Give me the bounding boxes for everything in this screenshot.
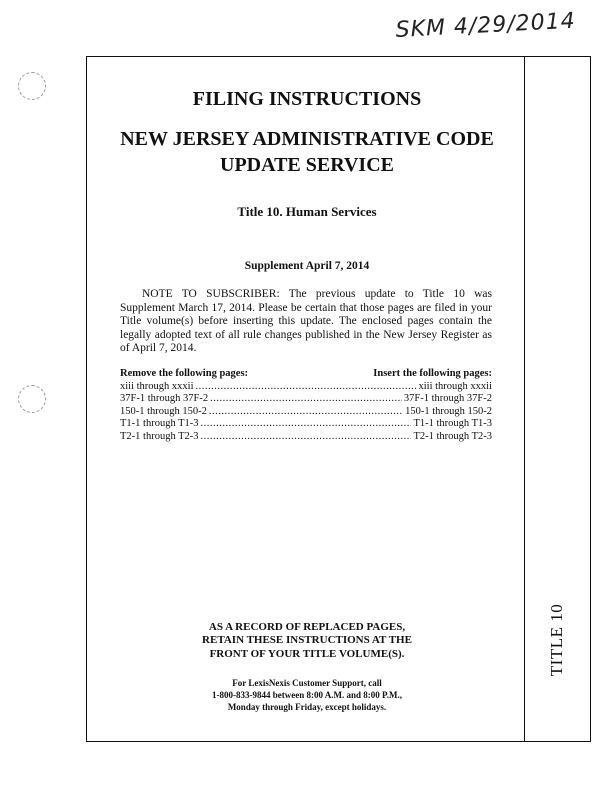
- insert-range: xiii through xxxii: [418, 380, 492, 392]
- page-row: [120, 381, 492, 394]
- insert-range: 37F-1 through 37F-2: [403, 393, 492, 404]
- handwritten-note: SKM 4/29/2014: [395, 8, 577, 43]
- page-row: [120, 406, 492, 419]
- subtitle-line: UPDATE SERVICE: [220, 154, 394, 176]
- insert-range: T2-1 through T2-3: [413, 430, 492, 442]
- support-line: 1-800-833-9844 between 8:00 A.M. and 8:00 P.M.,: [212, 689, 402, 700]
- subtitle-line: NEW JERSEY ADMINISTRATIVE CODE: [120, 128, 494, 150]
- remove-range: 37F-1 through 37F-2: [120, 393, 209, 404]
- customer-support: [112, 678, 502, 713]
- remove-range: T1-1 through T1-3: [120, 418, 199, 429]
- page-list: [120, 368, 492, 443]
- page-subtitle: [112, 126, 502, 178]
- record-line: AS A RECORD OF REPLACED PAGES,: [208, 621, 406, 633]
- page-list-header: [120, 368, 492, 381]
- supplement-date: Supplement April 7, 2014: [244, 260, 370, 272]
- punch-hole-top: [18, 72, 46, 100]
- dot-leader: [209, 406, 403, 419]
- page-row: [120, 431, 492, 444]
- remove-range: 150-1 through 150-2: [120, 405, 207, 417]
- record-line: FRONT OF YOUR TITLE VOLUME(S).: [209, 647, 405, 660]
- dot-leader: [210, 393, 402, 406]
- remove-header: Remove the following pages:: [120, 368, 249, 379]
- dot-leader: [201, 418, 412, 431]
- remove-range: xiii through xxxii: [120, 380, 194, 392]
- record-line: RETAIN THESE INSTRUCTIONS AT THE: [202, 634, 412, 647]
- remove-range: T2-1 through T2-3: [120, 430, 199, 442]
- insert-range: T1-1 through T1-3: [413, 418, 492, 429]
- page-row: [120, 418, 492, 431]
- title-tab-label: TITLE 10: [547, 603, 566, 677]
- support-line: For LexisNexis Customer Support, call: [232, 678, 382, 688]
- record-instructions: [112, 621, 502, 661]
- title-subject: Title 10. Human Services: [237, 204, 377, 219]
- tab-divider: [524, 56, 525, 742]
- insert-range: 150-1 through 150-2: [405, 405, 492, 417]
- insert-header: Insert the following pages:: [373, 368, 492, 379]
- page-title: FILING INSTRUCTIONS: [192, 88, 422, 110]
- dot-leader: [201, 431, 412, 444]
- page-row: [120, 393, 492, 406]
- dot-leader: [196, 381, 417, 394]
- punch-hole-bottom: [18, 385, 46, 413]
- subscriber-note: NOTE TO SUBSCRIBER: The previous update to Title 10 was Supplement March 17, 2014. Please be certain that those pages are filed in your Title volume(s) before inserting this update. The enclosed pages contain the legally adopted text of all rule changes published in the New Jersey Register as of April 7, 2014.: [120, 288, 492, 355]
- support-line: Monday through Friday, except holidays.: [227, 701, 387, 712]
